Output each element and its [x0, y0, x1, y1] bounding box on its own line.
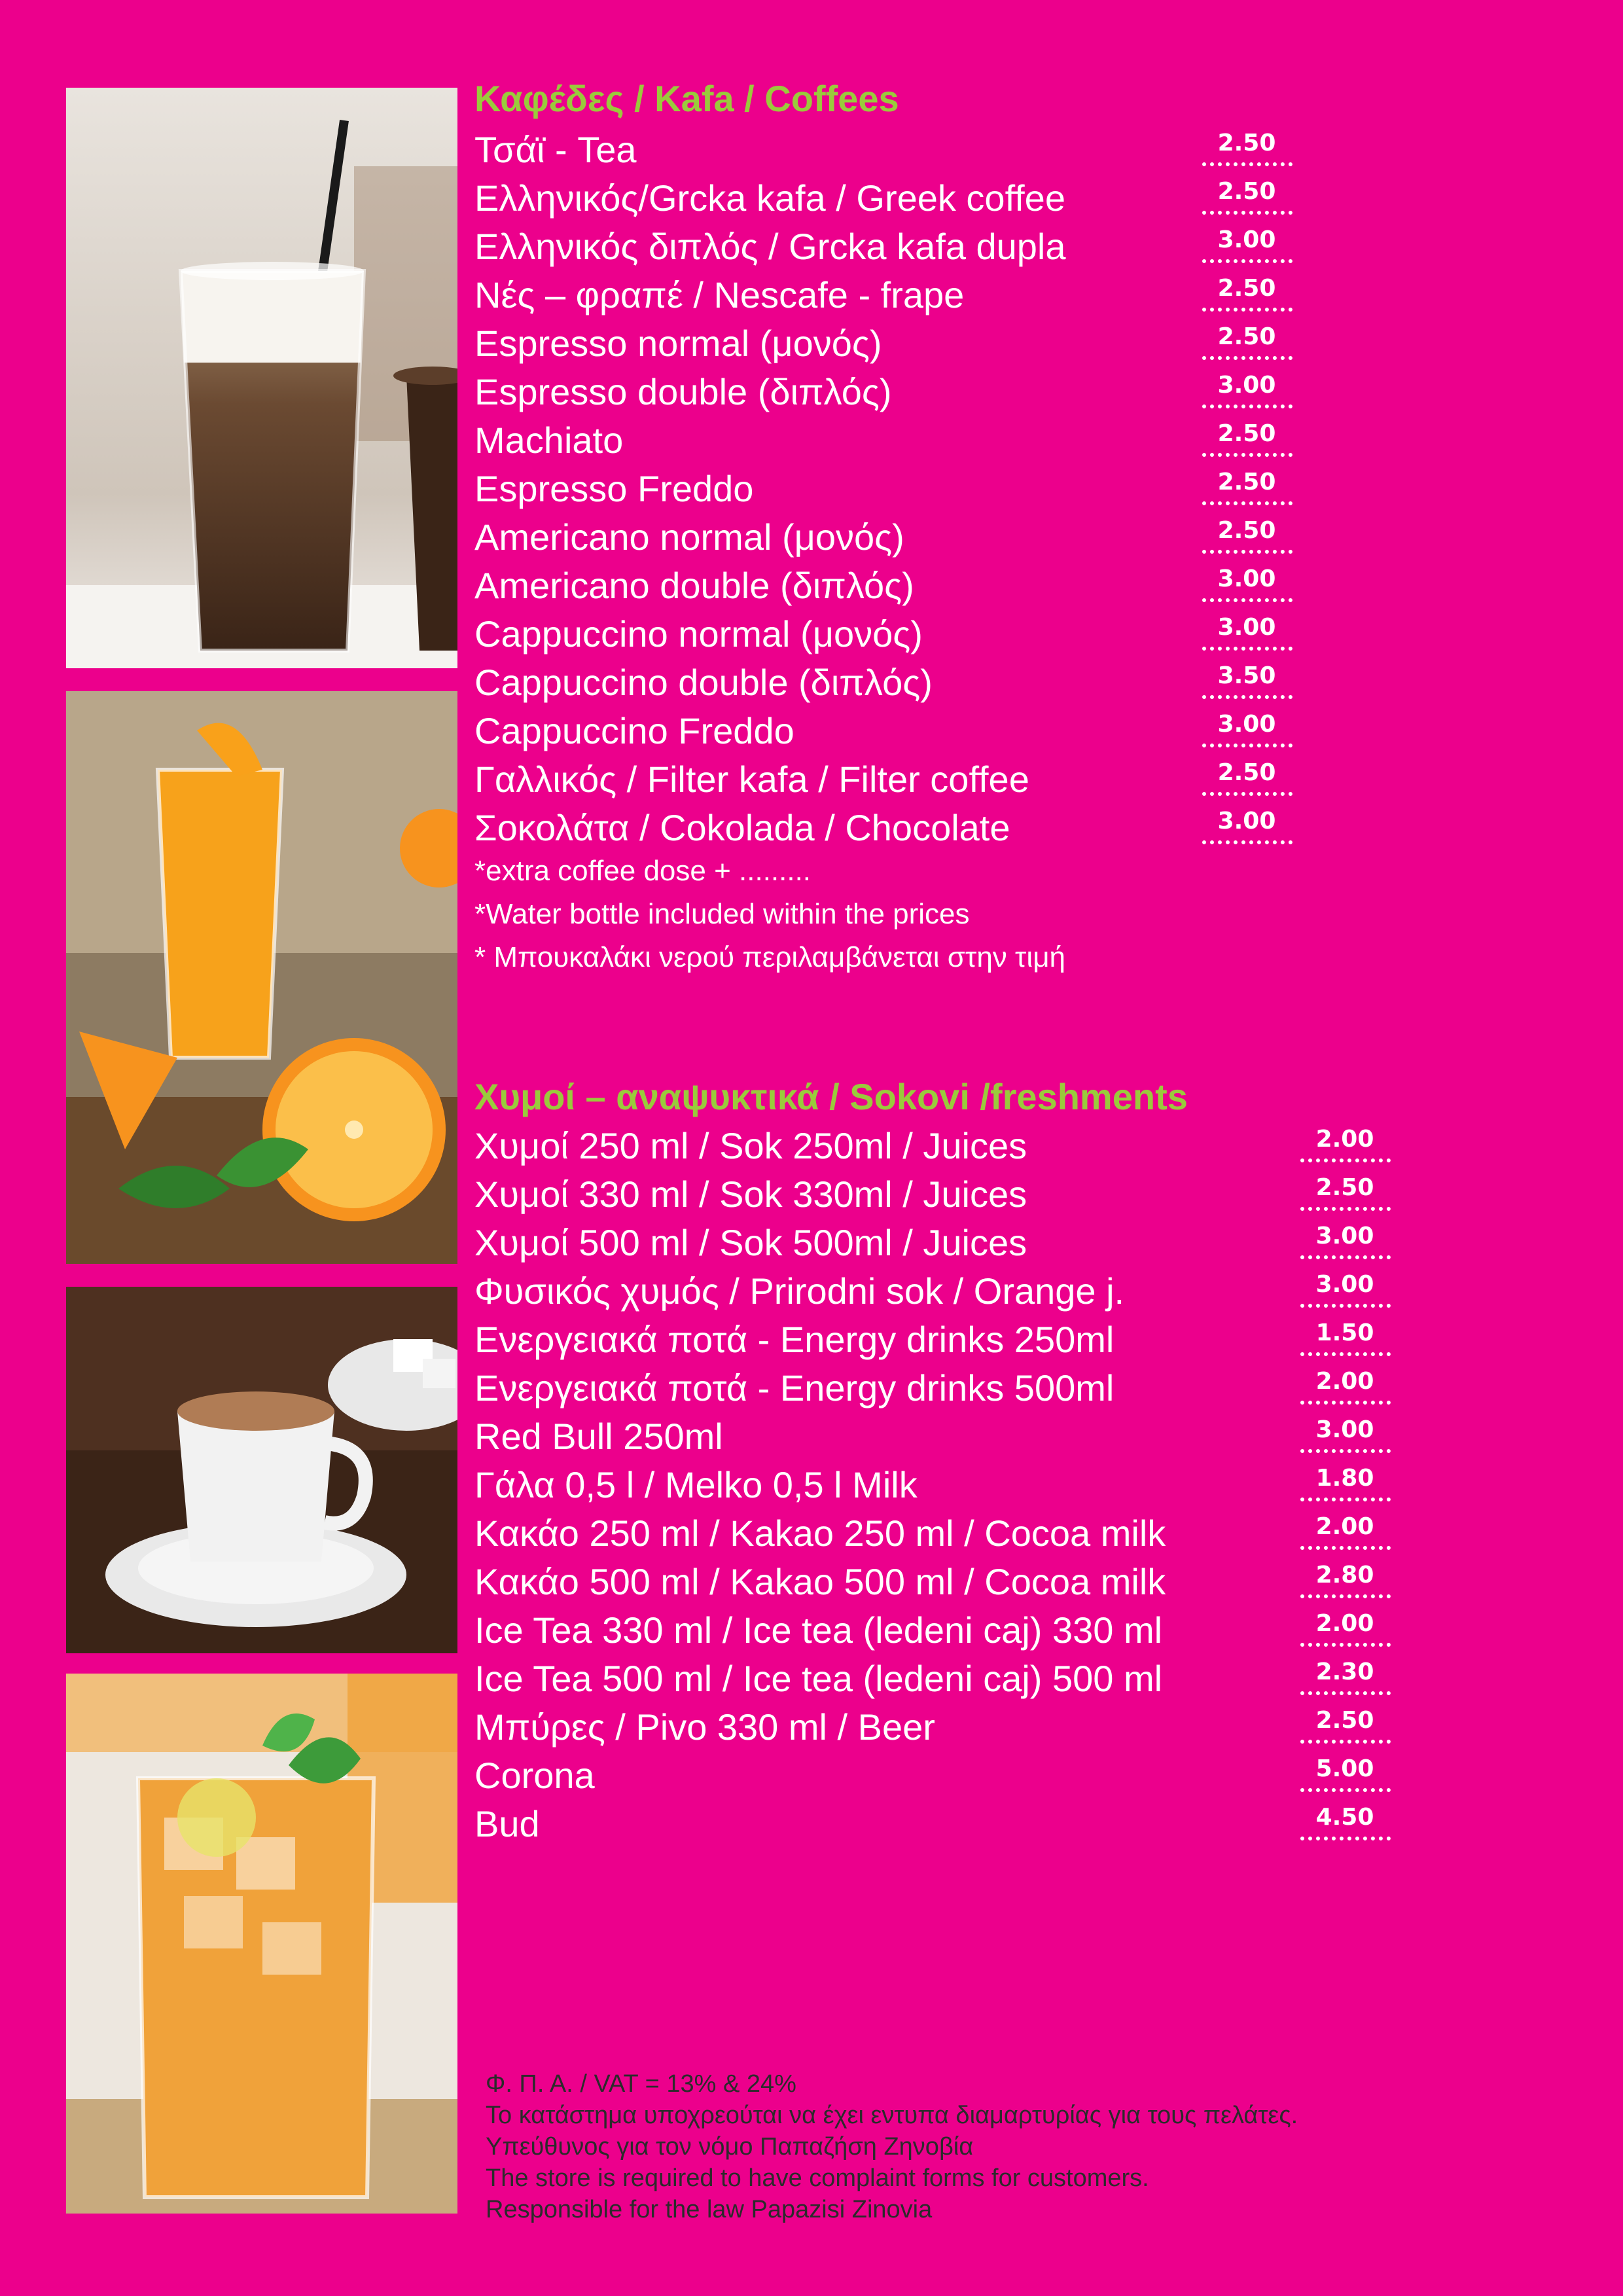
complaint-forms-line-greek: Το κατάστημα υποχρεούται να έχει εντυπα διαμαρτυρίας για τους πελάτες.	[486, 2102, 1298, 2129]
menu-item	[474, 804, 1276, 852]
iced-tea-photo	[66, 1674, 457, 2214]
item-name: Ενεργειακά ποτά - Energy drinks 250ml	[474, 1319, 1115, 1360]
item-price: 3.00	[1201, 610, 1293, 658]
menu-item	[474, 1800, 1391, 1848]
menu-item	[474, 513, 1276, 562]
water-included-note: *Water bottle included within the prices	[474, 898, 970, 930]
item-name: Ice Tea 500 ml / Ice tea (ledeni caj) 500 ml	[474, 1658, 1163, 1699]
menu-item	[474, 1751, 1391, 1800]
item-name: Χυμοί 500 ml / Sok 500ml / Juices	[474, 1222, 1027, 1263]
responsible-line-greek: Υπεύθυνος για τον νόμο Παπαζήση Ζηνοβία	[486, 2133, 974, 2161]
orange-juice-photo	[66, 691, 457, 1264]
coffees-menu-list	[474, 126, 1276, 852]
menu-item	[474, 1122, 1391, 1170]
item-price: 3.50	[1201, 658, 1293, 707]
item-price: 3.00	[1299, 1267, 1391, 1316]
item-price: 2.50	[1201, 271, 1293, 319]
item-name: Cappuccino Freddo	[474, 710, 794, 751]
greek-coffee-cup-photo	[66, 1287, 457, 1653]
item-price: 2.80	[1299, 1558, 1391, 1606]
menu-item	[474, 658, 1276, 707]
menu-item	[474, 1461, 1391, 1509]
item-price: 2.30	[1299, 1655, 1391, 1703]
item-price: 3.00	[1201, 707, 1293, 755]
item-price: 2.50	[1201, 416, 1293, 465]
iced-coffee-photo	[66, 88, 457, 668]
coffee-notes	[474, 850, 1065, 979]
item-price: 3.00	[1201, 368, 1293, 416]
menu-item	[474, 1267, 1391, 1316]
menu-item	[474, 1412, 1391, 1461]
item-price: 1.80	[1299, 1461, 1391, 1509]
item-price: 5.00	[1299, 1751, 1391, 1800]
item-name: Espresso double (διπλός)	[474, 371, 892, 412]
item-name: Τσάϊ - Tea	[474, 129, 637, 170]
responsible-line: Responsible for the law Papazisi Zinovia	[486, 2196, 933, 2223]
menu-item	[474, 465, 1276, 513]
item-price: 1.50	[1299, 1316, 1391, 1364]
item-name: Χυμοί 250 ml / Sok 250ml / Juices	[474, 1125, 1027, 1166]
item-price: 2.50	[1201, 465, 1293, 513]
item-price: 2.50	[1299, 1703, 1391, 1751]
menu-item	[474, 562, 1276, 610]
item-name: Red Bull 250ml	[474, 1416, 723, 1457]
item-price: 2.00	[1299, 1364, 1391, 1412]
water-included-note-greek: * Μπουκαλάκι νερού περιλαμβάνεται στην τιμή	[474, 941, 1066, 973]
juices-section-title: Χυμοί – αναψυκτικά / Sokovi /freshments	[474, 1076, 1188, 1117]
complaint-forms-line: The store is required to have complaint forms for customers.	[486, 2164, 1149, 2192]
menu-item	[474, 1219, 1391, 1267]
item-name: Ελληνικός/Grcka kafa / Greek coffee	[474, 177, 1065, 219]
menu-item	[474, 416, 1276, 465]
item-price: 4.50	[1299, 1800, 1391, 1848]
menu-item	[474, 1316, 1391, 1364]
item-name: Espresso normal (μονός)	[474, 323, 882, 364]
item-name: Ενεργειακά ποτά - Energy drinks 500ml	[474, 1367, 1115, 1408]
menu-item	[474, 126, 1276, 174]
item-price: 2.50	[1201, 319, 1293, 368]
item-name: Cappuccino double (διπλός)	[474, 662, 933, 703]
item-name: Cappuccino normal (μονός)	[474, 613, 923, 655]
item-name: Corona	[474, 1755, 595, 1796]
vat-line: Φ. Π. Α. / VAT = 13% & 24%	[486, 2070, 796, 2098]
menu-item	[474, 223, 1276, 271]
item-name: Κακάο 250 ml / Kakao 250 ml / Cocoa milk	[474, 1513, 1166, 1554]
item-name: Νές – φραπέ / Nescafe - frape	[474, 274, 965, 315]
item-price: 2.50	[1201, 126, 1293, 174]
juices-menu-list	[474, 1122, 1391, 1848]
item-price: 3.00	[1201, 562, 1293, 610]
item-name: Γαλλικός / Filter kafa / Filter coffee	[474, 759, 1029, 800]
item-name: Ελληνικός διπλός / Grcka kafa dupla	[474, 226, 1066, 267]
item-name: Machiato	[474, 420, 624, 461]
item-price: 2.50	[1201, 755, 1293, 804]
item-name: Μπύρες / Pivo 330 ml / Beer	[474, 1706, 935, 1748]
menu-item	[474, 174, 1276, 223]
item-price: 3.00	[1299, 1412, 1391, 1461]
menu-item	[474, 1364, 1391, 1412]
item-price: 2.00	[1299, 1509, 1391, 1558]
item-price: 2.00	[1299, 1606, 1391, 1655]
item-name: Φυσικός χυμός / Prirodni sok / Orange j.	[474, 1270, 1125, 1312]
item-name: Americano normal (μονός)	[474, 516, 904, 558]
menu-item	[474, 610, 1276, 658]
item-price: 2.50	[1201, 174, 1293, 223]
menu-item	[474, 1606, 1391, 1655]
item-name: Σοκολάτα / Cokolada / Chocolate	[474, 807, 1010, 848]
item-name: Americano double (διπλός)	[474, 565, 914, 606]
item-price: 3.00	[1299, 1219, 1391, 1267]
coffees-section-title: Καφέδες / Kafa / Coffees	[474, 78, 899, 119]
item-name: Γάλα 0,5 l / Melko 0,5 l Milk	[474, 1464, 918, 1505]
item-price: 3.00	[1201, 223, 1293, 271]
menu-item	[474, 755, 1276, 804]
menu-item	[474, 1509, 1391, 1558]
menu-item	[474, 319, 1276, 368]
item-name: Espresso Freddo	[474, 468, 754, 509]
menu-item	[474, 1655, 1391, 1703]
menu-item	[474, 1558, 1391, 1606]
menu-item	[474, 1170, 1391, 1219]
item-price: 3.00	[1201, 804, 1293, 852]
item-name: Ice Tea 330 ml / Ice tea (ledeni caj) 330 ml	[474, 1609, 1163, 1651]
item-price: 2.50	[1299, 1170, 1391, 1219]
item-price: 2.50	[1201, 513, 1293, 562]
legal-footer	[486, 2068, 1298, 2225]
item-name: Bud	[474, 1803, 540, 1844]
item-name: Κακάο 500 ml / Kakao 500 ml / Cocoa milk	[474, 1561, 1166, 1602]
menu-item	[474, 368, 1276, 416]
menu-item	[474, 707, 1276, 755]
extra-dose-note: *extra coffee dose + .........	[474, 855, 812, 887]
item-name: Χυμοί 330 ml / Sok 330ml / Juices	[474, 1174, 1027, 1215]
menu-item	[474, 271, 1276, 319]
menu-item	[474, 1703, 1391, 1751]
item-price: 2.00	[1299, 1122, 1391, 1170]
